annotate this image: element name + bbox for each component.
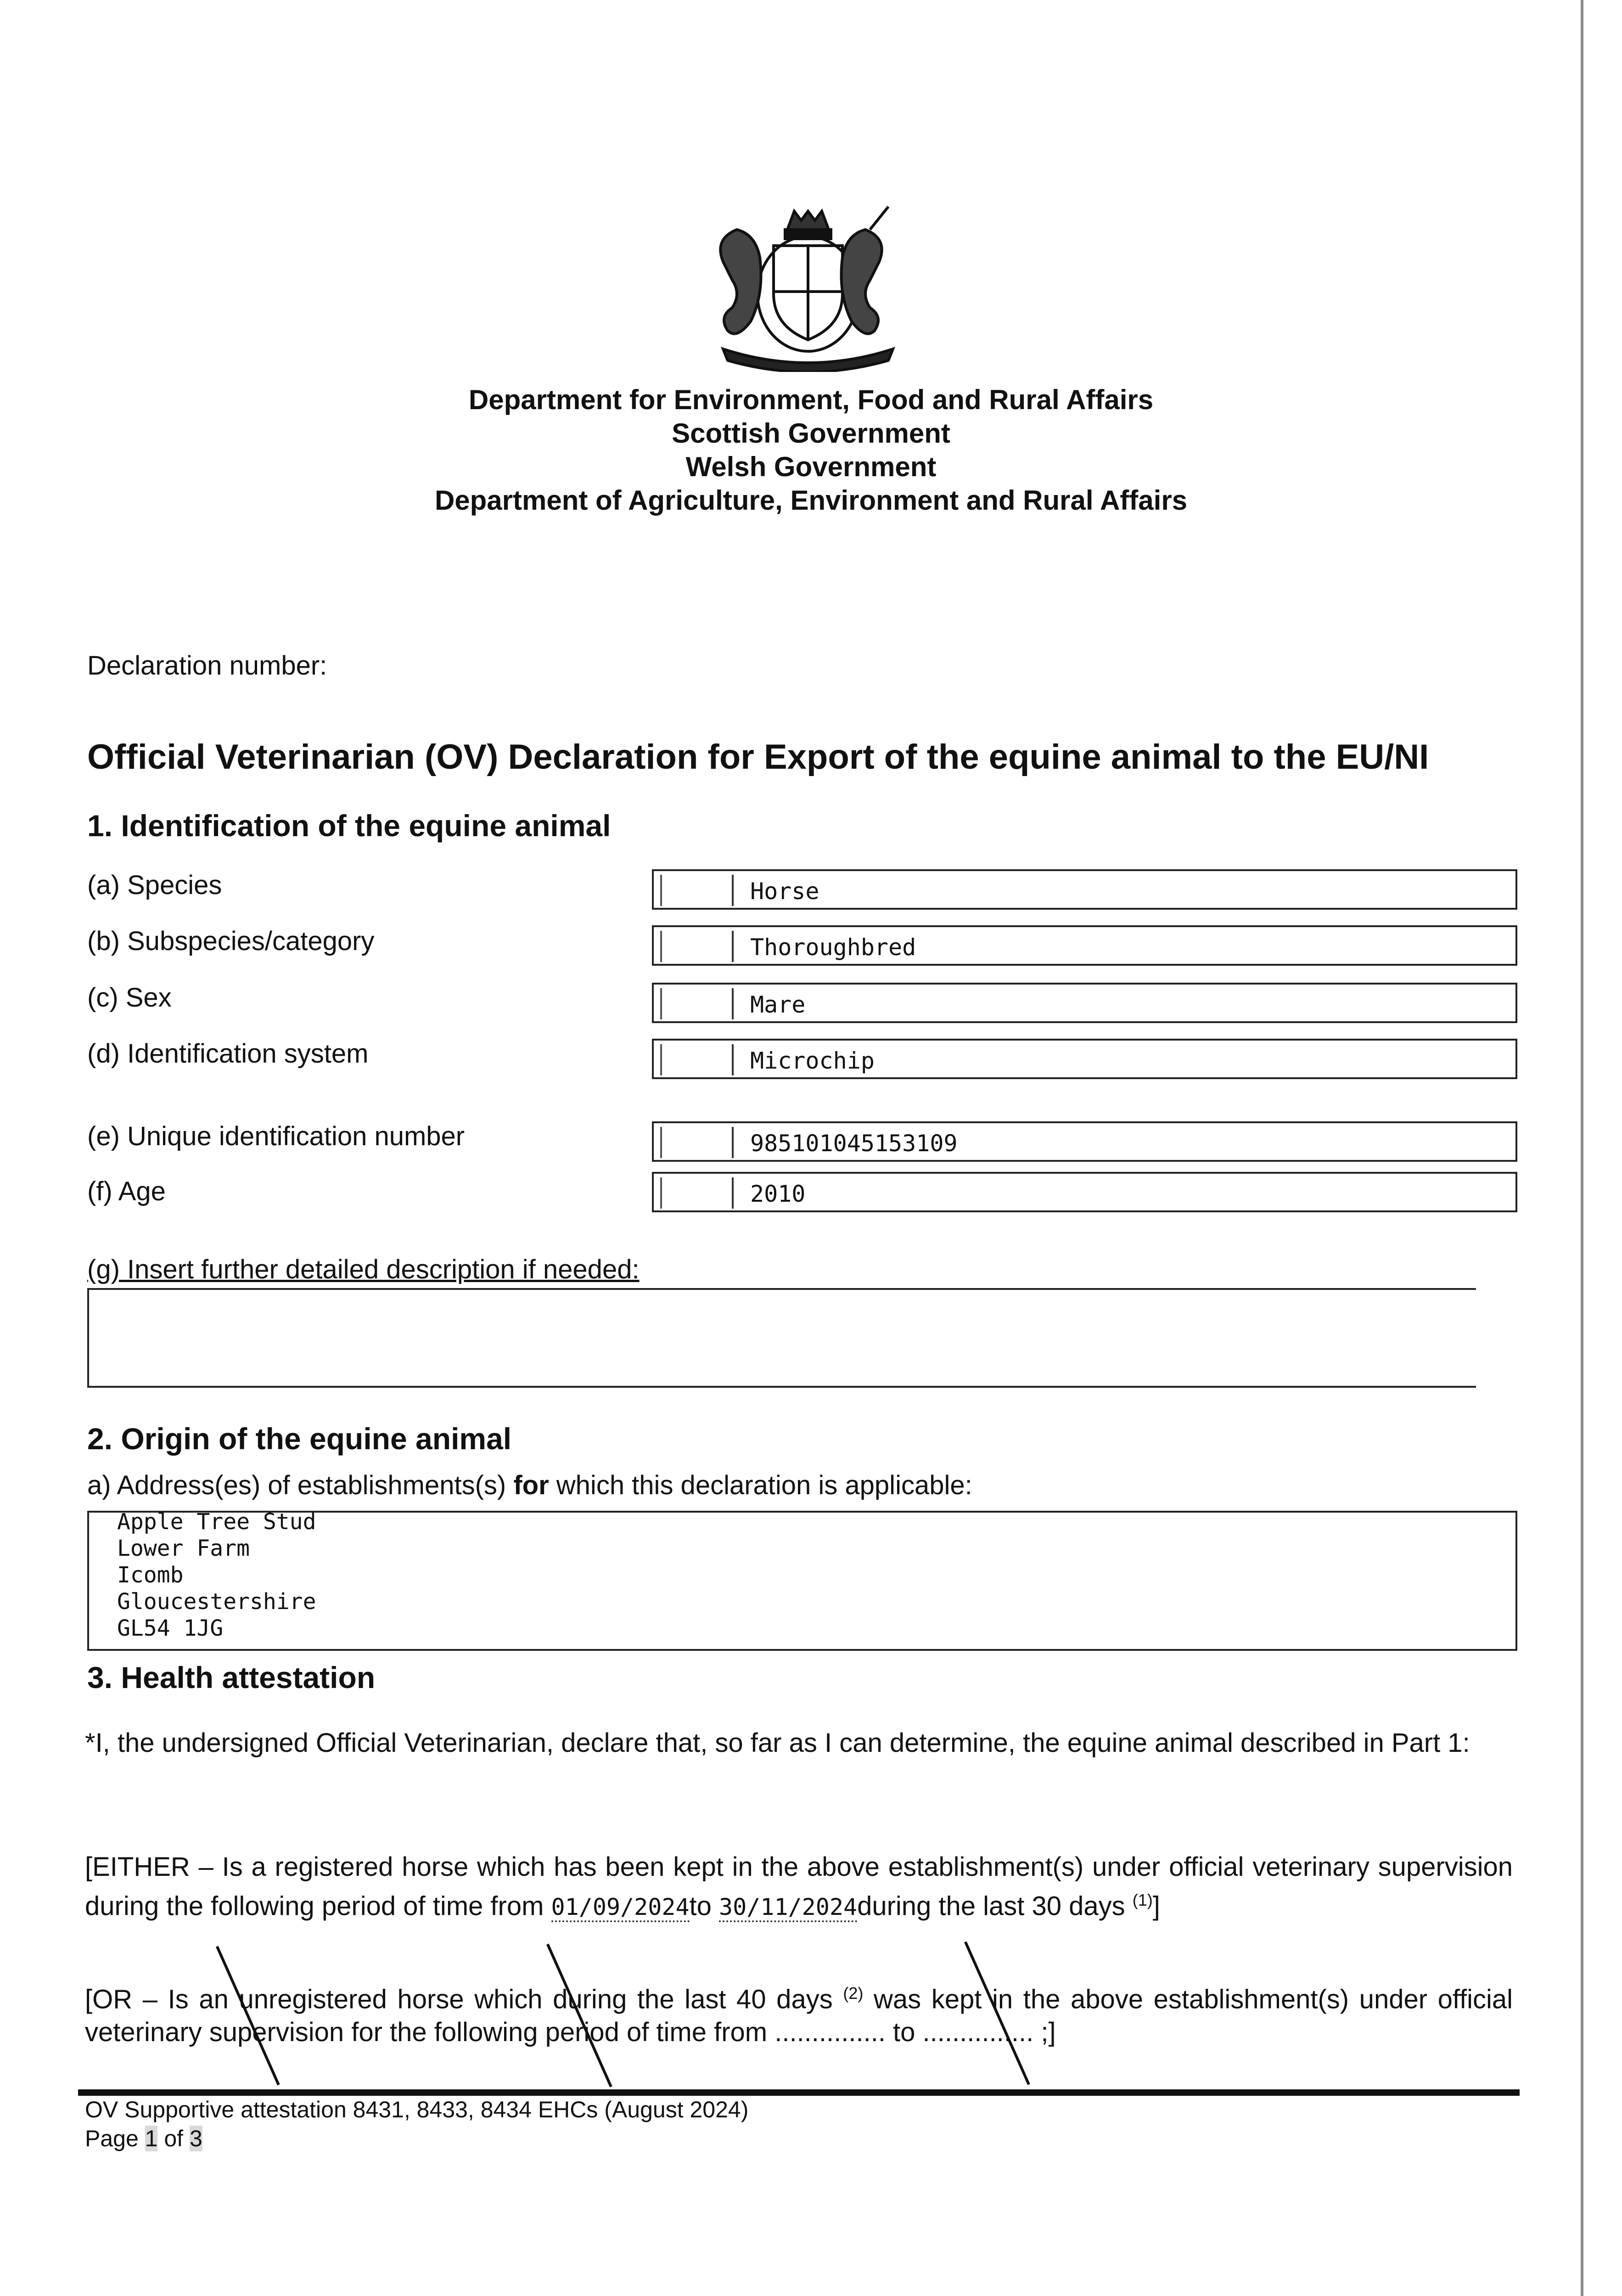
page-number: 1	[145, 2126, 158, 2151]
id-system-checkbox[interactable]	[660, 1044, 734, 1075]
section-3-heading: 3. Health attestation	[87, 1660, 376, 1694]
of-word: of	[157, 2126, 190, 2151]
age-label: (f) Age	[87, 1176, 166, 1206]
id-system-field[interactable]	[652, 1039, 1517, 1079]
footer-reference: OV Supportive attestation 8431, 8433, 8434 EHCs (August 2024)	[85, 2097, 749, 2122]
further-description-bottom-line	[87, 1386, 1476, 1388]
either-clause	[85, 1851, 1513, 1924]
uid-field[interactable]	[652, 1121, 1517, 1162]
sex-checkbox[interactable]	[660, 988, 734, 1019]
subspecies-value: Thoroughbred	[750, 934, 916, 961]
page-total: 3	[189, 2126, 202, 2151]
subspecies-checkbox[interactable]	[660, 931, 734, 962]
declaration-number-label: Declaration number:	[87, 651, 327, 681]
address-label-pre: a) Address(es) of establishments(s)	[87, 1470, 514, 1500]
further-description-field[interactable]	[87, 1288, 1476, 1387]
species-checkbox[interactable]	[660, 875, 734, 906]
department-line-4: Department of Agriculture, Environment and Rural Affairs	[434, 485, 1188, 516]
species-field[interactable]	[652, 869, 1517, 910]
further-description-label: (g) Insert further detailed description if needed:	[87, 1255, 640, 1284]
or-clause	[85, 1977, 1513, 2049]
species-label: (a) Species	[87, 870, 222, 900]
age-value: 2010	[750, 1181, 806, 1207]
either-footnote: (1)	[1132, 1891, 1153, 1909]
either-post-text: during the last 30 days	[857, 1891, 1133, 1921]
uid-value: 985101045153109	[750, 1130, 958, 1157]
or-text-1: [OR – Is an unregistered horse which during the last 40 days	[85, 1984, 843, 2015]
address-line: Lower Farm	[117, 1536, 250, 1561]
department-line-2: Scottish Government	[672, 418, 950, 449]
address-lines	[117, 1508, 316, 1642]
address-line: Icomb	[117, 1562, 184, 1588]
page-edge-line	[1581, 0, 1583, 2296]
sex-label: (c) Sex	[87, 983, 172, 1013]
uid-label: (e) Unique identification number	[87, 1121, 465, 1151]
either-mid-text: to	[689, 1891, 719, 1921]
address-label	[87, 1469, 972, 1502]
health-intro: *I, the undersigned Official Veterinarian, declare that, so far as I can determine, the equine animal described in Part 1:	[85, 1728, 1470, 1758]
or-footnote: (2)	[843, 1984, 864, 2003]
age-checkbox[interactable]	[660, 1177, 734, 1209]
age-field[interactable]	[652, 1172, 1517, 1212]
uid-checkbox[interactable]	[660, 1127, 734, 1158]
department-line-3: Welsh Government	[685, 451, 937, 482]
id-system-value: Microchip	[750, 1047, 875, 1074]
address-line: GL54 1JG	[117, 1615, 224, 1641]
sex-field[interactable]	[652, 983, 1517, 1023]
section-2-heading: 2. Origin of the equine animal	[87, 1422, 512, 1456]
subspecies-field[interactable]	[652, 925, 1517, 966]
address-line: Apple Tree Stud	[117, 1509, 316, 1535]
or-text-2: was kept in the above establishment(s) under official veterinary supervision for the following period of time from ............... to ............... ;]	[85, 1984, 1513, 2048]
address-label-bold: for	[513, 1470, 549, 1500]
department-line-1: Department for Environment, Food and Rural Affairs	[468, 384, 1154, 415]
sex-value: Mare	[750, 991, 806, 1018]
page-indicator	[85, 2124, 202, 2153]
page-word: Page	[85, 2126, 145, 2151]
either-end: ]	[1152, 1891, 1160, 1921]
section-1-heading: 1. Identification of the equine animal	[87, 809, 611, 843]
id-system-label: (d) Identification system	[87, 1039, 369, 1069]
either-from-date[interactable]: 01/09/2024	[551, 1894, 690, 1922]
either-text: [EITHER – Is a registered horse which has been kept in the above establishment(s) under official veterinary supervision during the following period of time from	[85, 1852, 1513, 1921]
subspecies-label: (b) Subspecies/category	[87, 926, 375, 956]
royal-crest-icon	[696, 202, 907, 372]
page-title: Official Veterinarian (OV) Declaration for Export of the equine animal to the EU/NI	[87, 737, 1429, 777]
either-to-date[interactable]: 30/11/2024	[719, 1894, 857, 1922]
address-line: Gloucestershire	[117, 1589, 316, 1615]
species-value: Horse	[750, 878, 819, 905]
address-label-post: which this declaration is applicable:	[549, 1470, 972, 1500]
